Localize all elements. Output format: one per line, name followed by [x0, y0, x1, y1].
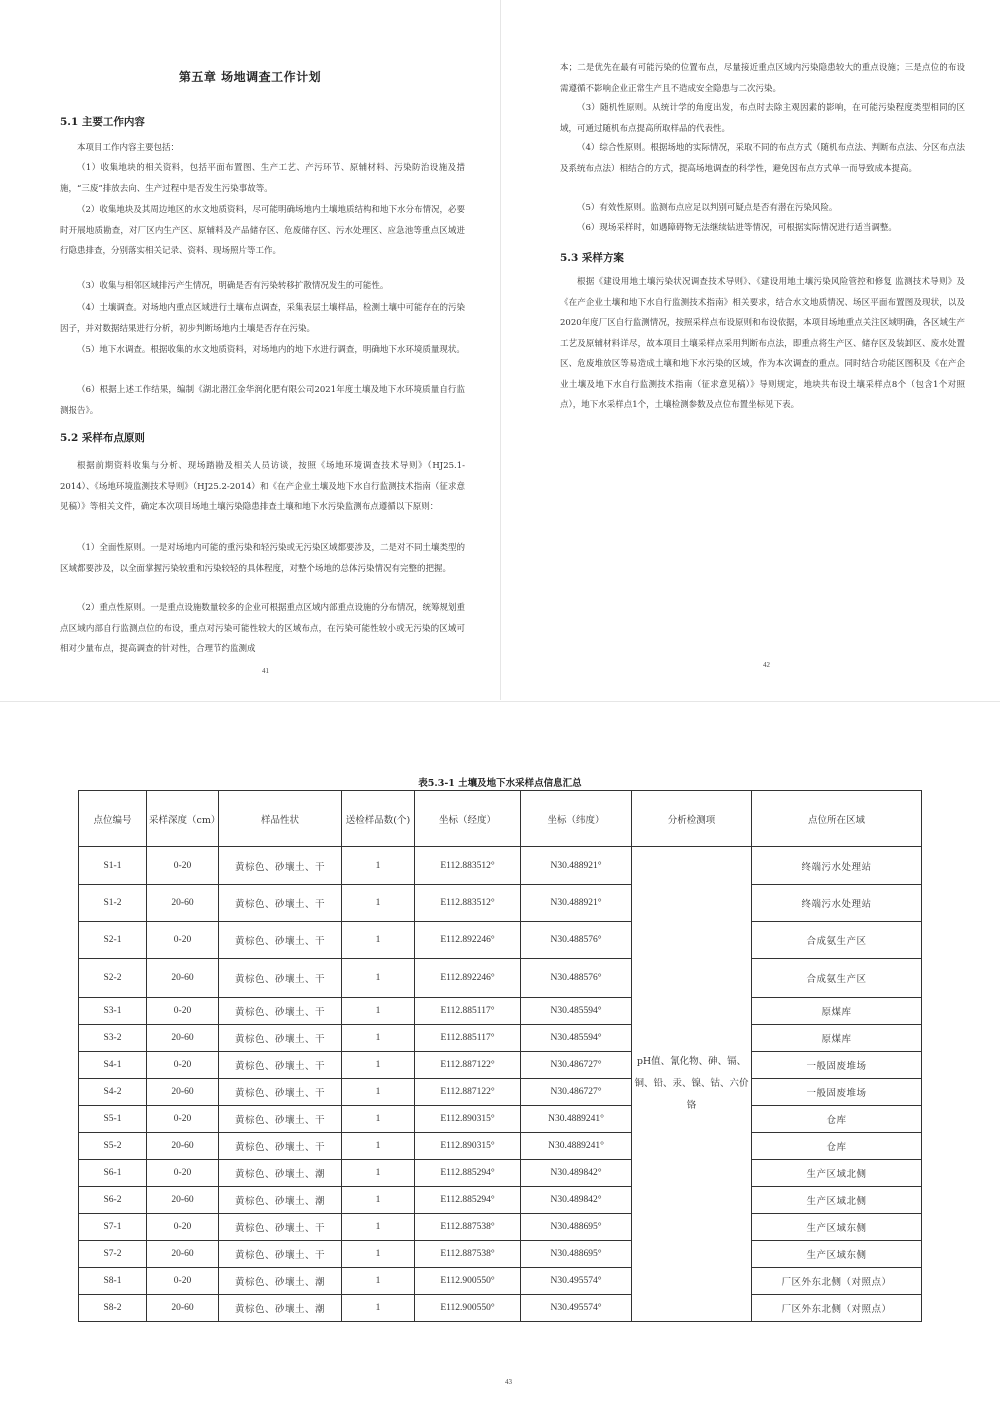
page-number: 42: [763, 661, 770, 669]
point-id-cell: S2-1: [79, 922, 147, 959]
section-5-1-heading: 5.1 主要工作内容: [60, 116, 145, 128]
sample-properties-cell: 黄棕色、砂壤土、潮: [219, 1268, 342, 1295]
depth-cell: 0-20: [147, 922, 219, 959]
latitude-cell: N30.485594°: [521, 998, 632, 1025]
table-row: [79, 998, 922, 1025]
table-row: [79, 1241, 922, 1268]
longitude-cell: E112.900550°: [415, 1295, 521, 1322]
sample-properties-cell: 黄棕色、砂壤土、干: [219, 1025, 342, 1052]
depth-cell: 0-20: [147, 1160, 219, 1187]
depth-cell: 20-60: [147, 885, 219, 922]
area-cell: 仓库: [752, 1133, 922, 1160]
longitude-cell: E112.892246°: [415, 922, 521, 959]
page-number: 43: [505, 1378, 512, 1386]
longitude-cell: E112.900550°: [415, 1268, 521, 1295]
s51-paragraph: 本项目工作内容主要包括：: [77, 143, 180, 153]
table-header-row: [79, 791, 922, 847]
longitude-cell: E112.885294°: [415, 1187, 521, 1214]
section-5-2-heading: 5.2 采样布点原则: [60, 432, 145, 444]
table-row: [79, 885, 922, 922]
header-area: 点位所在区域: [752, 791, 922, 847]
sample-properties-cell: 黄棕色、砂壤土、干: [219, 1106, 342, 1133]
depth-cell: 20-60: [147, 1295, 219, 1322]
table-row: [79, 959, 922, 998]
depth-cell: 20-60: [147, 1241, 219, 1268]
latitude-cell: N30.488695°: [521, 1214, 632, 1241]
document-page-41: [0, 0, 501, 700]
s52-paragraph: （5）有效性原则。监测布点应足以判别可疑点是否有潜在污染风险。: [577, 203, 838, 213]
point-id-cell: S7-2: [79, 1241, 147, 1268]
sample-properties-cell: 黄棕色、砂壤土、干: [219, 922, 342, 959]
point-id-cell: S6-1: [79, 1160, 147, 1187]
section-5-3-heading: 5.3 采样方案: [560, 252, 624, 264]
depth-cell: 0-20: [147, 1052, 219, 1079]
longitude-cell: E112.890315°: [415, 1133, 521, 1160]
longitude-cell: E112.890315°: [415, 1106, 521, 1133]
latitude-cell: N30.488576°: [521, 959, 632, 998]
point-id-cell: S3-1: [79, 998, 147, 1025]
point-id-cell: S5-2: [79, 1133, 147, 1160]
latitude-cell: N30.4889241°: [521, 1106, 632, 1133]
sample-properties-cell: 黄棕色、砂壤土、干: [219, 1214, 342, 1241]
table-row: [79, 1268, 922, 1295]
point-id-cell: S6-2: [79, 1187, 147, 1214]
table-row: [79, 1025, 922, 1052]
sample-count-cell: 1: [342, 1160, 415, 1187]
sample-count-cell: 1: [342, 1241, 415, 1268]
s52-paragraph: （3）随机性原则。从统计学的角度出发，布点时去除主观因素的影响，在可能污染程度类型相同的区域，可通过随机布点提高所取样品的代表性。: [560, 103, 965, 134]
s51-paragraph: （3）收集与相邻区域排污产生情况，明确是否有污染转移扩散情况发生的可能性。: [77, 281, 389, 291]
header-point-id: 点位编号: [79, 791, 147, 847]
area-cell: 生产区域北侧: [752, 1160, 922, 1187]
area-cell: 一般固废堆场: [752, 1052, 922, 1079]
depth-cell: 20-60: [147, 1187, 219, 1214]
table-row: [79, 1079, 922, 1106]
header-latitude: 坐标（纬度）: [521, 791, 632, 847]
sample-properties-cell: 黄棕色、砂壤土、潮: [219, 1295, 342, 1322]
table-row: [79, 1295, 922, 1322]
sample-count-cell: 1: [342, 1187, 415, 1214]
latitude-cell: N30.486727°: [521, 1079, 632, 1106]
depth-cell: 20-60: [147, 1079, 219, 1106]
header-longitude: 坐标（经度）: [415, 791, 521, 847]
longitude-cell: E112.883512°: [415, 847, 521, 885]
area-cell: 厂区外东北侧（对照点）: [752, 1268, 922, 1295]
depth-cell: 0-20: [147, 1268, 219, 1295]
sample-properties-cell: 黄棕色、砂壤土、干: [219, 959, 342, 998]
s51-paragraph: （2）收集地块及其周边地区的水文地质资料，尽可能明确场地内土壤地质结构和地下水分布情况，必要时开展地质勘查，对厂区内生产区、原辅料及产品储存区、危废储存区、污水处理区、应急池等重点区域进行隐患排查，分别落实相关记录、资料、现场照片等工作。: [60, 205, 465, 256]
latitude-cell: N30.495574°: [521, 1295, 632, 1322]
latitude-cell: N30.488576°: [521, 922, 632, 959]
sample-count-cell: 1: [342, 1133, 415, 1160]
sample-properties-cell: 黄棕色、砂壤土、干: [219, 885, 342, 922]
area-cell: 终端污水处理站: [752, 885, 922, 922]
table-row: [79, 1160, 922, 1187]
sample-count-cell: 1: [342, 998, 415, 1025]
s52-paragraph: （2）重点性原则。一是重点设施数量较多的企业可根据重点区域内部重点设施的分布情况，统筹规划重点区域内部自行监测点位的布设，重点对污染可能性较大的区域布点，在污染可能性较小或无污染的区域可相对少量布点，提高调查的针对性，合理节约监测成: [60, 603, 465, 654]
s51-paragraph: （5）地下水调查。根据收集的水文地质资料，对场地内的地下水进行调查，明确地下水环境质量现状。: [77, 345, 465, 355]
sample-properties-cell: 黄棕色、砂壤土、干: [219, 1052, 342, 1079]
area-cell: 仓库: [752, 1106, 922, 1133]
area-cell: 原煤库: [752, 998, 922, 1025]
latitude-cell: N30.489842°: [521, 1160, 632, 1187]
longitude-cell: E112.885117°: [415, 1025, 521, 1052]
longitude-cell: E112.887122°: [415, 1052, 521, 1079]
depth-cell: 20-60: [147, 1133, 219, 1160]
depth-cell: 0-20: [147, 1106, 219, 1133]
latitude-cell: N30.485594°: [521, 1025, 632, 1052]
point-id-cell: S4-2: [79, 1079, 147, 1106]
area-cell: 厂区外东北侧（对照点）: [752, 1295, 922, 1322]
table-row: [79, 847, 922, 885]
table-row: [79, 1106, 922, 1133]
point-id-cell: S7-1: [79, 1214, 147, 1241]
sample-properties-cell: 黄棕色、砂壤土、干: [219, 1241, 342, 1268]
s51-paragraph: （6）根据上述工作结果，编制《湖北潜江金华润化肥有限公司2021年度土壤及地下水环境质量自行监测报告》。: [60, 385, 465, 416]
table-row: [79, 1052, 922, 1079]
table-row: [79, 922, 922, 959]
sample-count-cell: 1: [342, 1079, 415, 1106]
table-body: [79, 847, 922, 1322]
sample-count-cell: 1: [342, 1295, 415, 1322]
sample-properties-cell: 黄棕色、砂壤土、干: [219, 998, 342, 1025]
latitude-cell: N30.488695°: [521, 1241, 632, 1268]
sample-count-cell: 1: [342, 847, 415, 885]
area-cell: 一般固废堆场: [752, 1079, 922, 1106]
header-sample-count: 送检样品数(个): [342, 791, 415, 847]
table-row: [79, 1187, 922, 1214]
depth-cell: 0-20: [147, 847, 219, 885]
area-cell: 生产区域东侧: [752, 1214, 922, 1241]
sample-count-cell: 1: [342, 959, 415, 998]
latitude-cell: N30.488921°: [521, 847, 632, 885]
sample-properties-cell: 黄棕色、砂壤土、潮: [219, 1187, 342, 1214]
sample-count-cell: 1: [342, 922, 415, 959]
longitude-cell: E112.887538°: [415, 1214, 521, 1241]
area-cell: 生产区域东侧: [752, 1241, 922, 1268]
depth-cell: 20-60: [147, 1025, 219, 1052]
sample-properties-cell: 黄棕色、砂壤土、干: [219, 847, 342, 885]
sample-count-cell: 1: [342, 1268, 415, 1295]
point-id-cell: S5-1: [79, 1106, 147, 1133]
s52-paragraph: （4）综合性原则。根据场地的实际情况，采取不同的布点方式（随机布点法、判断布点法、分区布点法及系统布点法）相结合的方式，提高场地调查的科学性，避免因布点方式单一而导致成本提高。: [560, 143, 965, 174]
latitude-cell: N30.486727°: [521, 1052, 632, 1079]
point-id-cell: S4-1: [79, 1052, 147, 1079]
point-id-cell: S2-2: [79, 959, 147, 998]
latitude-cell: N30.488921°: [521, 885, 632, 922]
point-id-cell: S3-2: [79, 1025, 147, 1052]
sample-count-cell: 1: [342, 1106, 415, 1133]
s52-paragraph: 根据前期资料收集与分析、现场踏勘及相关人员访谈，按照《场地环境调查技术导则》（HJ25.1-2014）、《场地环境监测技术导则》（HJ25.2-2014）和《在产企业土壤及地下水自行监测技术指南（征求意见稿）》等相关文件，确定本次项目场地土壤污染隐患排查土壤和地下水污染监测布点遵循以下原则：: [60, 461, 465, 512]
page-number: 41: [262, 667, 269, 675]
point-id-cell: S1-1: [79, 847, 147, 885]
chapter-title: 第五章 场地调查工作计划: [178, 70, 322, 84]
sample-properties-cell: 黄棕色、砂壤土、干: [219, 1079, 342, 1106]
latitude-cell: N30.489842°: [521, 1187, 632, 1214]
point-id-cell: S8-1: [79, 1268, 147, 1295]
s51-paragraph: （1）收集地块的相关资料，包括平面布置图、生产工艺、产污环节、原辅材料、污染防治设施及措施，“三废”排放去向、生产过程中是否发生污染事故等。: [60, 163, 465, 194]
header-sample-properties: 样品性状: [219, 791, 342, 847]
area-cell: 终端污水处理站: [752, 847, 922, 885]
sample-count-cell: 1: [342, 1025, 415, 1052]
sample-properties-cell: 黄棕色、砂壤土、干: [219, 1133, 342, 1160]
depth-cell: 0-20: [147, 998, 219, 1025]
header-analysis-items: 分析检测项: [632, 791, 752, 847]
point-id-cell: S1-2: [79, 885, 147, 922]
s52-paragraph: （1）全面性原则。一是对场地内可能的重污染和轻污染或无污染区域都要涉及，二是对不同土壤类型的区域都要涉及，以全面掌握污染较重和污染较轻的具体程度，对整个场地的总体污染情况有完整的把握。: [60, 543, 465, 574]
table-row: [79, 1214, 922, 1241]
latitude-cell: N30.495574°: [521, 1268, 632, 1295]
sample-properties-cell: 黄棕色、砂壤土、潮: [219, 1160, 342, 1187]
area-cell: 生产区域北侧: [752, 1187, 922, 1214]
table-row: [79, 1133, 922, 1160]
s52-paragraph: （6）现场采样时，如遇障碍物无法继续钻进等情况，可根据实际情况进行适当调整。: [577, 223, 897, 233]
sampling-points-table: [78, 790, 922, 1322]
depth-cell: 20-60: [147, 959, 219, 998]
header-depth: 采样深度（cm）: [147, 791, 219, 847]
longitude-cell: E112.885117°: [415, 998, 521, 1025]
s51-paragraph: （4）土壤调查。对场地内重点区域进行土壤布点调查，采集表层土壤样品，检测土壤中可能存在的污染因子，并对数据结果进行分析，初步判断场地内土壤是否存在污染。: [60, 303, 465, 334]
sample-count-cell: 1: [342, 1052, 415, 1079]
sample-count-cell: 1: [342, 1214, 415, 1241]
analysis-items-cell: pH值、氰化物、砷、镉、铜、铅、汞、镍、钴、六价铬: [632, 847, 752, 1322]
area-cell: 原煤库: [752, 1025, 922, 1052]
document-page-42: [501, 0, 1000, 700]
point-id-cell: S8-2: [79, 1295, 147, 1322]
area-cell: 合成氨生产区: [752, 922, 922, 959]
longitude-cell: E112.885294°: [415, 1160, 521, 1187]
longitude-cell: E112.887122°: [415, 1079, 521, 1106]
table-caption: 表5.3-1 土壤及地下水采样点信息汇总: [418, 778, 582, 789]
area-cell: 合成氨生产区: [752, 959, 922, 998]
longitude-cell: E112.892246°: [415, 959, 521, 998]
sample-count-cell: 1: [342, 885, 415, 922]
depth-cell: 0-20: [147, 1214, 219, 1241]
s52-continued-paragraph: 本；二是优先在最有可能污染的位置布点，尽量接近重点区域内污染隐患较大的重点设施；三是点位的布设需遵循不影响企业正常生产且不造成安全隐患与二次污染。: [560, 63, 965, 94]
latitude-cell: N30.4889241°: [521, 1133, 632, 1160]
s53-paragraph: 根据《建设用地土壤污染状况调查技术导则》、《建设用地土壤污染风险管控和修复 监测技术导则》及《在产企业土壤和地下水自行监测技术指南》相关要求，结合水文地质情况、场区平面布置图及现状，以及2020年度厂区自行监测情况，按照采样点布设原则和布设依据，本项目场地重点关注区域明确，各区域生产工艺及原辅材料详尽，故本项目土壤采样点采用判断布点法，即重点将生产区、储存区及装卸区、废水处置区、危废堆放区等易造成土壤和地下水污染的区域，作为本次调查的重点。同时结合功能区图积及《在产企业土壤及地下水自行监测技术指南（征求意见稿）》导则规定，地块共布设土壤采样点8个（包含1个对照点），地下水采样点1个，土壤检测参数及点位布置坐标见下表。: [560, 277, 965, 410]
longitude-cell: E112.887538°: [415, 1241, 521, 1268]
longitude-cell: E112.883512°: [415, 885, 521, 922]
